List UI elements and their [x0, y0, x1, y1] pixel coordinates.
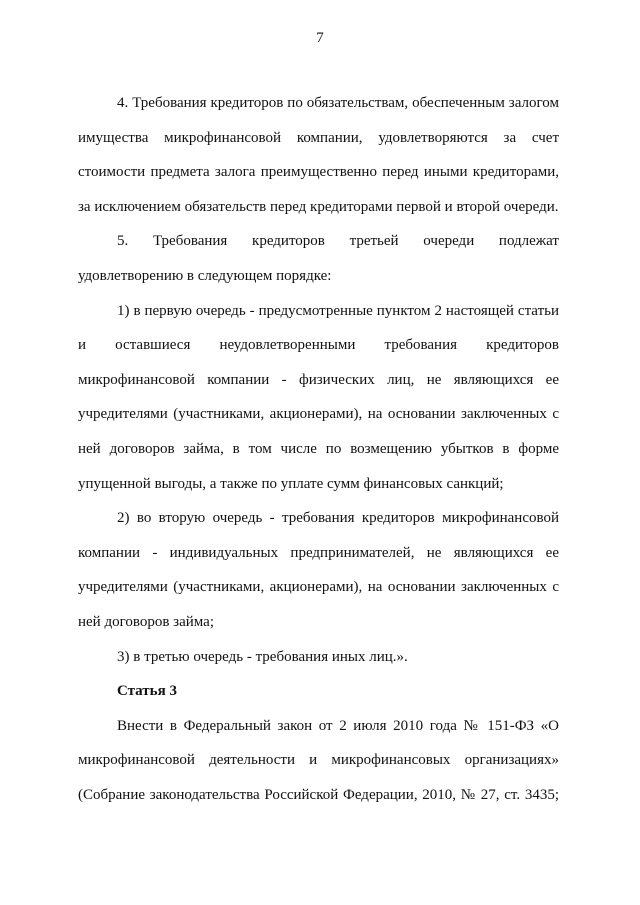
- article-paragraph: Внести в Федеральный закон от 2 июля 2010 года № 151-ФЗ «О микрофинансовой деятельности и микрофинансовых организациях» (Собрание законодательства Российской Федерации, 2010, № 27, ст. 3435;: [78, 717, 559, 803]
- article-heading: Статья 3: [117, 683, 177, 700]
- list-item-3: 3) в третью очередь - требования иных лиц.».: [117, 648, 408, 665]
- paragraph-5: 5. Требования кредиторов третьей очереди подлежат удовлетворению в следующем порядке:: [78, 233, 559, 284]
- paragraph-4: 4. Требования кредиторов по обязательствам, обеспеченным залогом имущества микрофинансовой компании, удовлетворяются за счет стоимости предмета залога преимущественно перед иными кредиторами, за исключением обязательств перед кредиторами первой и второй очереди.: [78, 95, 559, 215]
- list-item-2: 2) во вторую очередь - требования кредиторов микрофинансовой компании - индивидуальных предпринимателей, не являющихся ее учредителями (участниками, акционерами), на основании заключенных с ней договоров займа;: [78, 510, 559, 630]
- list-item-1: 1) в первую очередь - предусмотренные пунктом 2 настоящей статьи и оставшиеся неудовлетворенными требования кредиторов микрофинансовой компании - физических лиц, не являющихся ее учредителями (участниками, акционерами), на основании заключенных с ней договоров займа, в том числе по возмещению убытков в форме упущенной выгоды, а также по уплате сумм финансовых санкций;: [78, 302, 559, 492]
- document-body: [78, 86, 559, 812]
- page-number: 7: [316, 30, 324, 46]
